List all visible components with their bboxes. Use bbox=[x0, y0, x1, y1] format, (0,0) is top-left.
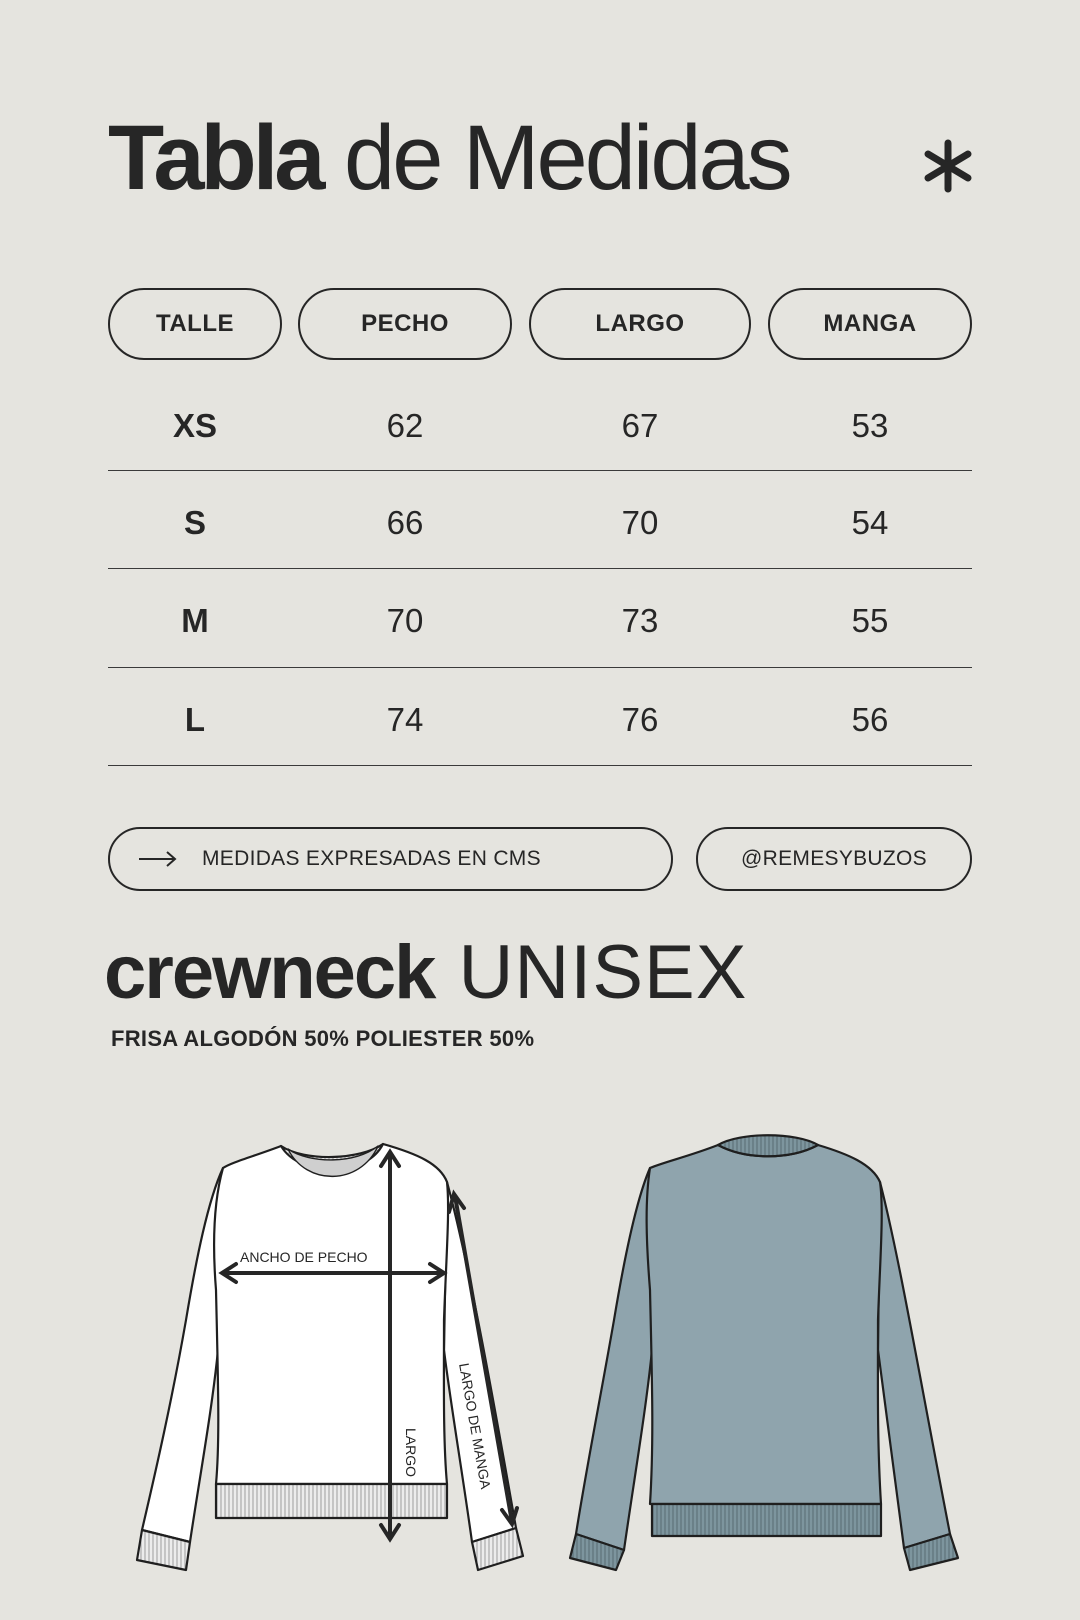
arrow-right-icon bbox=[138, 851, 178, 867]
page-title bbox=[108, 107, 790, 209]
table-row bbox=[108, 572, 972, 670]
social-handle-text: @REMESYBUZOS bbox=[741, 847, 927, 870]
table-row bbox=[108, 377, 972, 475]
units-note bbox=[108, 827, 673, 891]
sleeve-cell: 56 bbox=[851, 701, 889, 738]
sleeve-label: LARGO DE MANGA bbox=[456, 1361, 494, 1491]
chest-cell: 62 bbox=[386, 407, 424, 444]
length-label: LARGO bbox=[403, 1428, 419, 1478]
column-header-largo: LARGO bbox=[529, 288, 751, 360]
back-body bbox=[647, 1145, 882, 1504]
length-cell: 76 bbox=[621, 701, 659, 738]
row-divider bbox=[108, 568, 972, 569]
back-view bbox=[570, 1135, 958, 1570]
length-cell: 67 bbox=[621, 407, 659, 444]
title-bold: Tabla bbox=[108, 107, 322, 209]
row-divider bbox=[108, 765, 972, 766]
chest-cell: 74 bbox=[386, 701, 424, 738]
size-cell: L bbox=[184, 701, 206, 738]
product-name-bold: crewneck bbox=[104, 930, 435, 1015]
asterisk-icon bbox=[920, 138, 976, 194]
column-header-pecho: PECHO bbox=[298, 288, 512, 360]
sweatshirt-illustration bbox=[0, 1080, 1080, 1620]
units-note-text: MEDIDAS EXPRESADAS EN CMS bbox=[202, 847, 541, 870]
sleeve-cell: 54 bbox=[851, 504, 889, 541]
row-divider bbox=[108, 667, 972, 668]
column-header-manga: MANGA bbox=[768, 288, 972, 360]
product-name bbox=[104, 930, 748, 1015]
chest-cell: 70 bbox=[386, 602, 424, 639]
length-cell: 70 bbox=[621, 504, 659, 541]
title-regular: de Medidas bbox=[344, 107, 790, 209]
social-handle bbox=[696, 827, 972, 891]
back-sleeve-right bbox=[878, 1182, 950, 1548]
chest-cell: 66 bbox=[386, 504, 424, 541]
fabric-composition: FRISA ALGODÓN 50% POLIESTER 50% bbox=[111, 1026, 535, 1051]
size-cell: M bbox=[181, 602, 209, 639]
back-sleeve-left bbox=[576, 1168, 652, 1550]
column-header-talle: TALLE bbox=[108, 288, 282, 360]
length-cell: 73 bbox=[621, 602, 659, 639]
sleeve-cell: 53 bbox=[851, 407, 889, 444]
chest-label: ANCHO DE PECHO bbox=[240, 1249, 368, 1265]
row-divider bbox=[108, 470, 972, 471]
front-sleeve-left bbox=[142, 1168, 223, 1542]
size-cell: XS bbox=[172, 407, 218, 444]
front-waistband bbox=[216, 1484, 447, 1518]
table-row bbox=[108, 474, 972, 572]
back-waistband bbox=[652, 1504, 881, 1536]
size-cell: S bbox=[183, 504, 206, 541]
table-row bbox=[108, 671, 972, 769]
sleeve-cell: 55 bbox=[851, 602, 889, 639]
product-name-regular: UNISEX bbox=[458, 930, 748, 1015]
